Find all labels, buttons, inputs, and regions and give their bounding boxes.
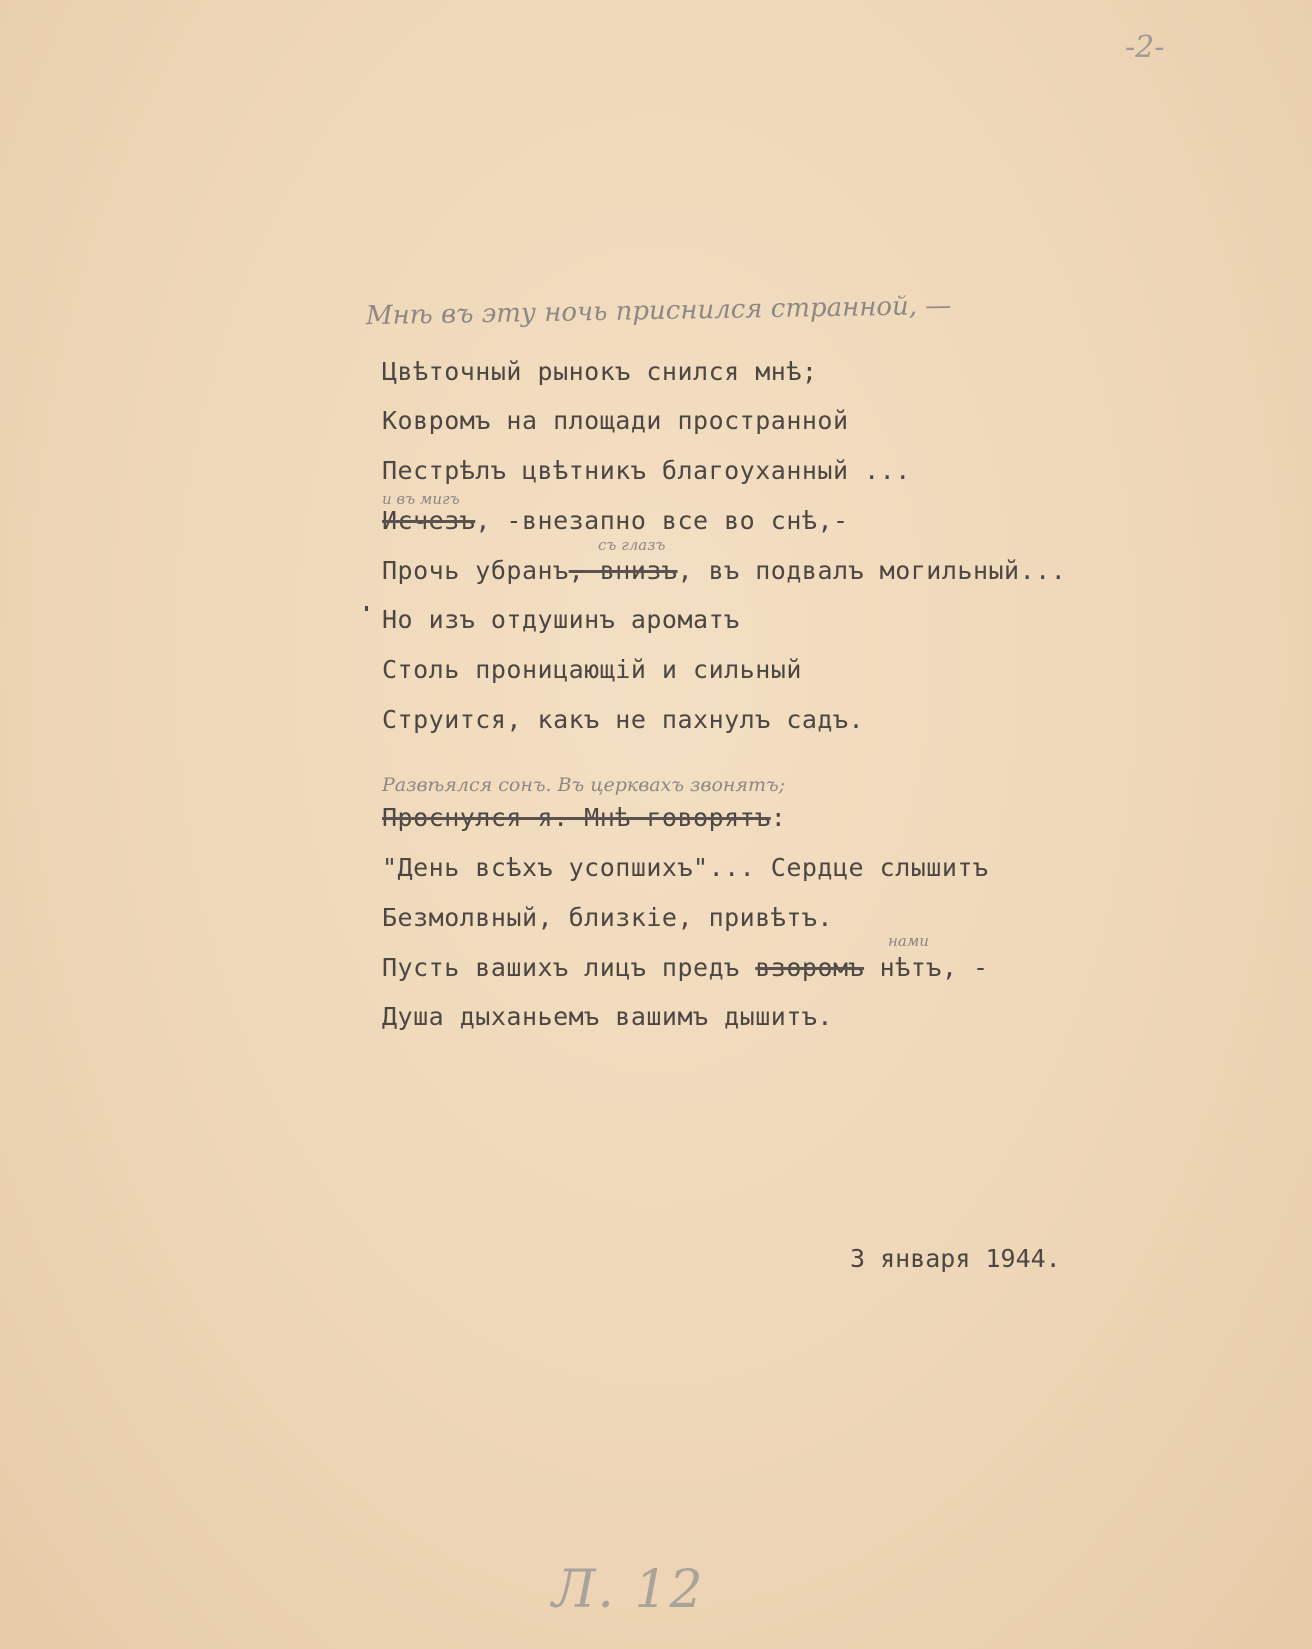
poem-line-6: Но изъ отдушинъ ароматъ xyxy=(382,605,740,634)
poem-line-11: Безмолвный, близкіе, привѣтъ. xyxy=(382,903,833,932)
poem-line-1: Цвѣточный рынокъ снился мнѣ; xyxy=(382,357,818,386)
poem-line-12 xyxy=(382,953,989,983)
poem-line-8: Струится, какъ не пахнулъ садъ. xyxy=(382,705,865,734)
margin-tick-mark xyxy=(365,606,368,611)
handwritten-insert-line9: Развѣялся сонъ. Въ церквахъ звонятъ; xyxy=(382,774,786,796)
poem-line-9-rest: : xyxy=(770,803,787,832)
struck-word-line12: взоромъ xyxy=(755,953,865,982)
poem-line-4-rest: , -внезапно все во снѣ,- xyxy=(475,506,849,535)
handwritten-insert-line12: нами xyxy=(888,932,929,950)
poem-line-5-rest: , въ подвалъ могильный... xyxy=(677,556,1067,585)
handwritten-heading: Мнѣ въ эту ночь приснился странной, — xyxy=(365,290,952,332)
poem-line-13: Душа дыханьемъ вашимъ дышитъ. xyxy=(382,1002,833,1031)
struck-word-line4: Исчезъ xyxy=(382,506,476,535)
poem-line-2: Ковромъ на площади пространной xyxy=(382,406,849,435)
poem-line-5 xyxy=(382,556,1066,586)
poem-line-12-start: Пусть вашихъ лицъ предъ xyxy=(382,953,756,982)
poem-line-9 xyxy=(382,803,786,833)
date-line: 3 января 1944. xyxy=(850,1244,1061,1273)
struck-line-9: Проснулся я. Мнѣ говорятъ xyxy=(382,803,771,832)
handwritten-insert-line5: съ глазъ xyxy=(598,536,666,554)
poem-line-3: Пестрѣлъ цвѣтникъ благоуханный ... xyxy=(382,456,911,485)
poem-line-10: "День всѣхъ усопшихъ"... Сердце слышитъ xyxy=(382,853,989,882)
poem-line-12-rest: нѣтъ, - xyxy=(864,953,989,982)
poem-line-4 xyxy=(382,506,849,536)
struck-word-line5: , внизъ xyxy=(568,556,678,585)
archive-folio-number: Л. 12 xyxy=(552,1560,705,1620)
poem-line-5-start: Прочь убранъ xyxy=(382,556,569,585)
poem-line-7: Столь проницающій и сильный xyxy=(382,655,802,684)
page-number: -2- xyxy=(1125,30,1165,65)
handwritten-insert-line4: и въ мигъ xyxy=(382,490,460,508)
